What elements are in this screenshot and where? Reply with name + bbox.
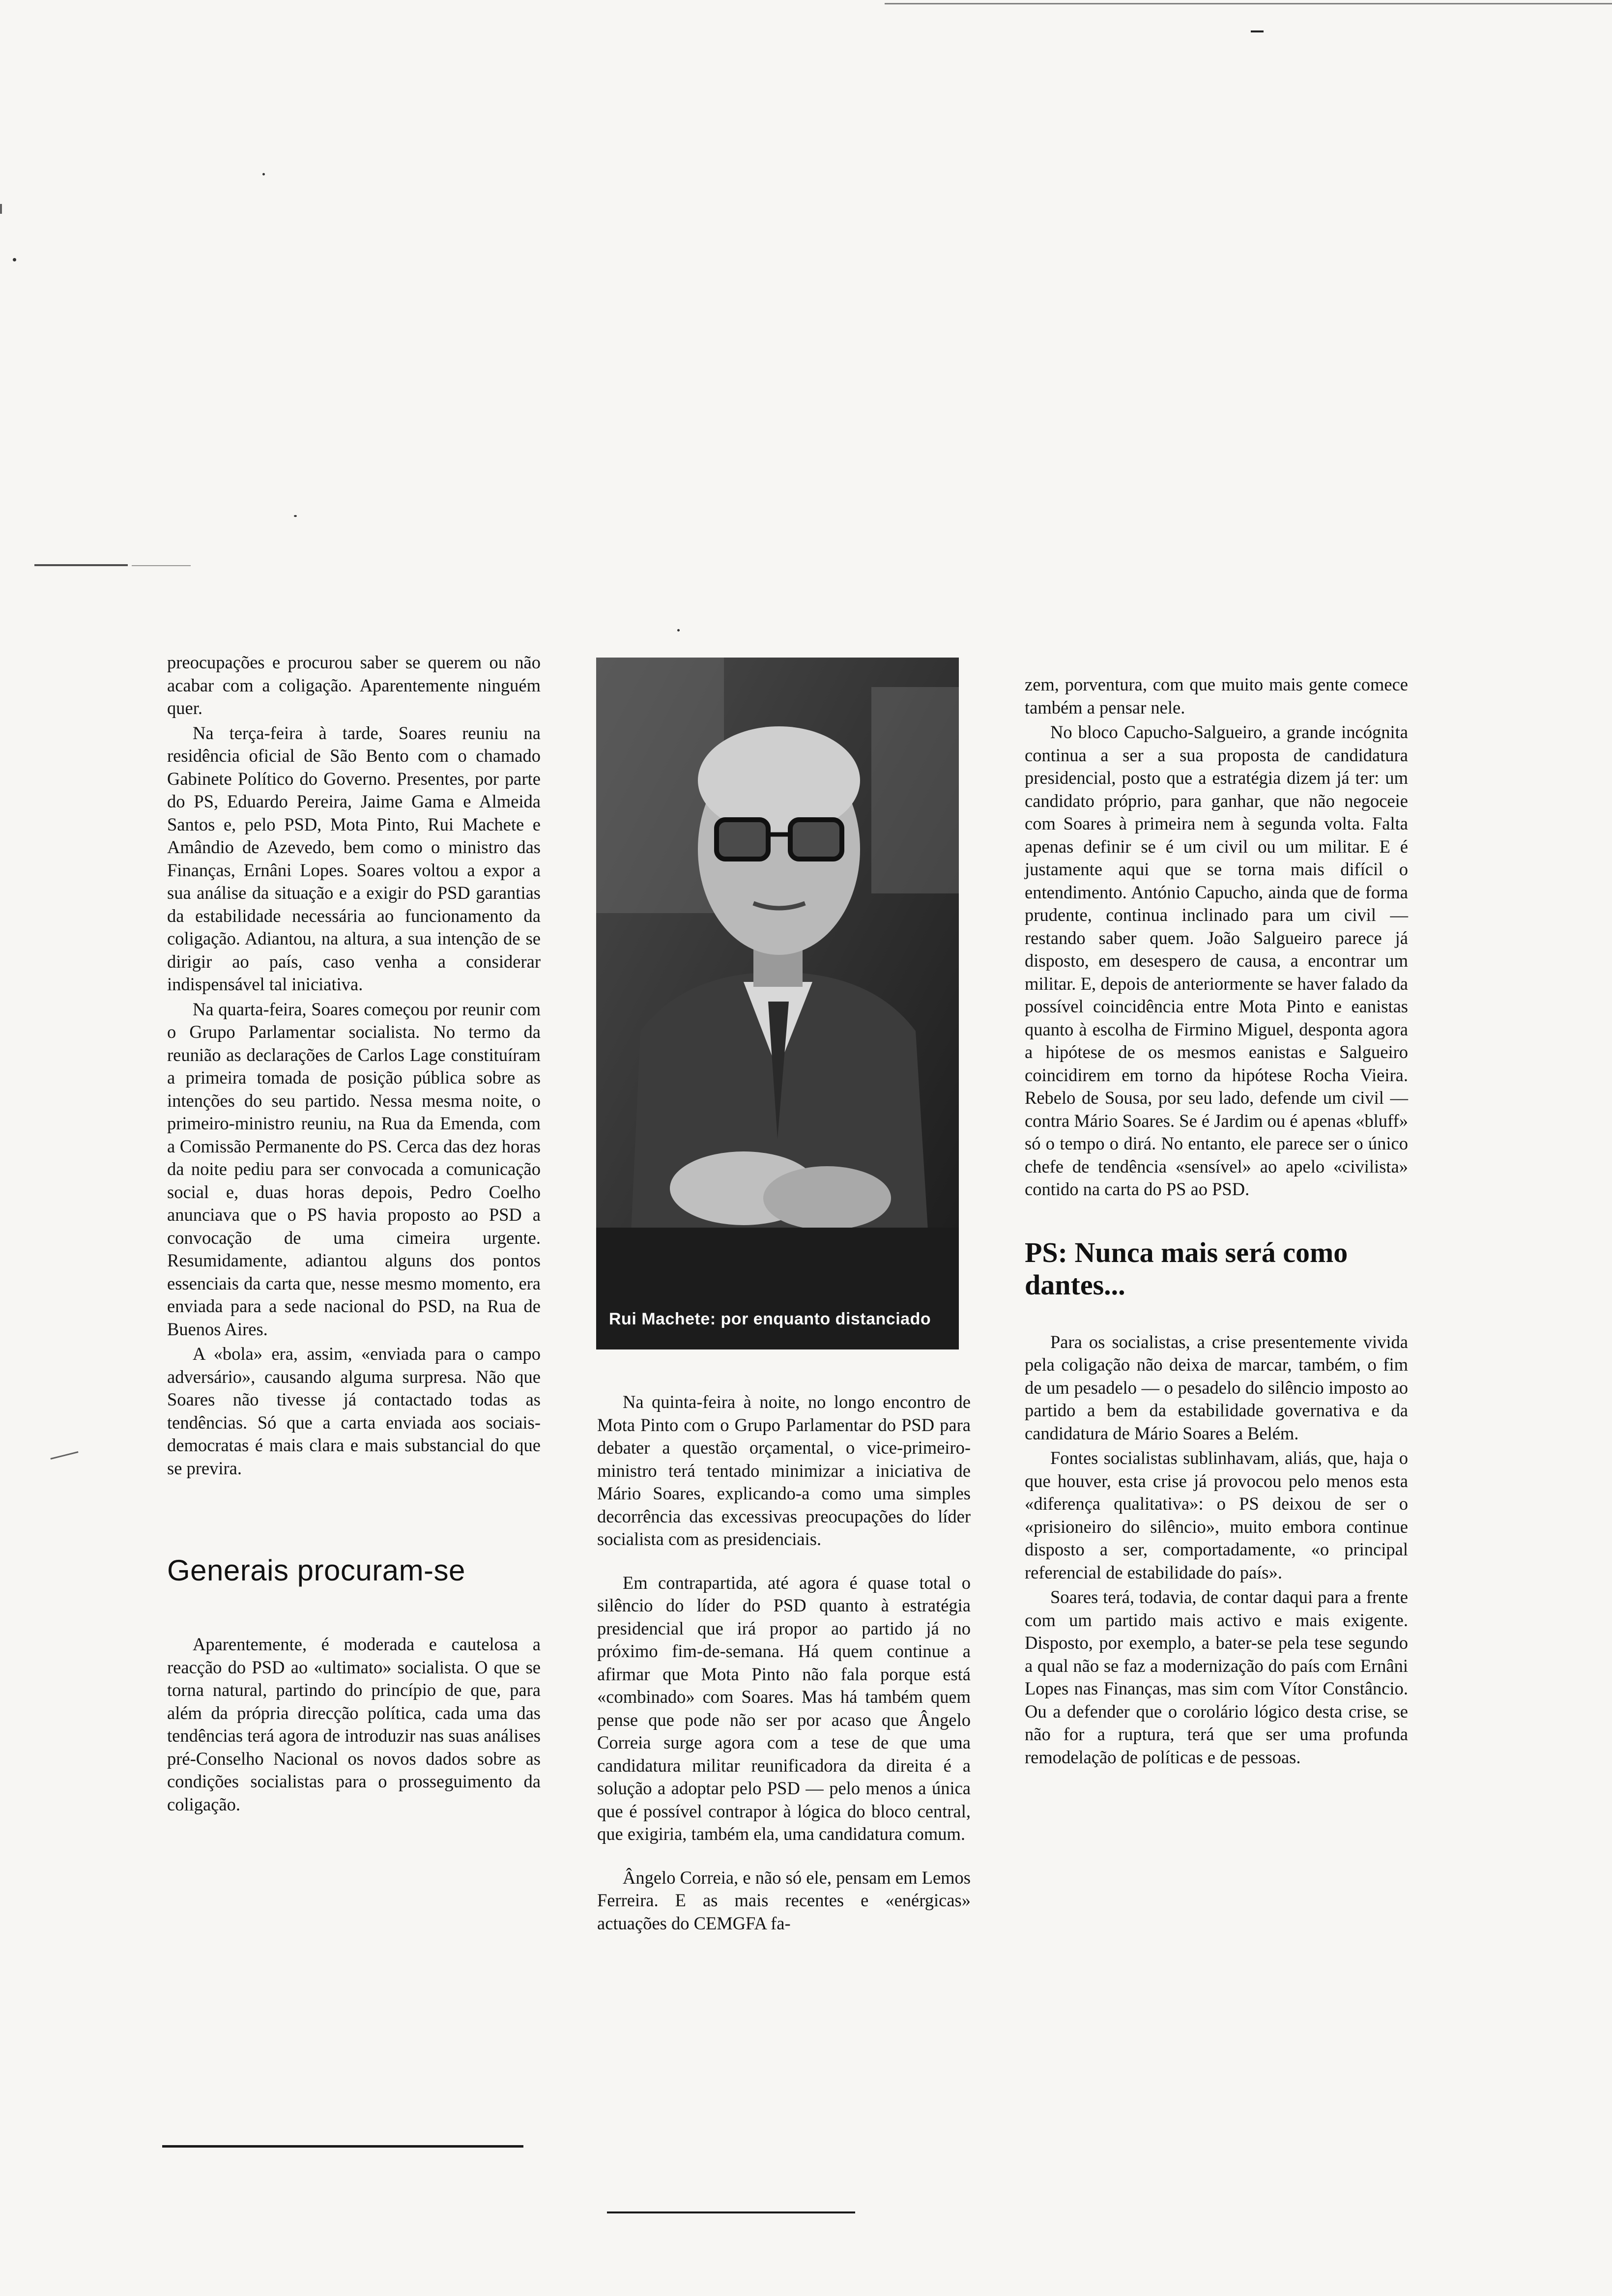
body-paragraph: Na quarta-feira, Soares começou por reunir com o Grupo Parlamentar socialista. No termo da reunião as declarações de Carlos Lage constituíram a primeira tomada de posição pública sobre as intenções do seu partido. Nessa mesma noite, o primeiro-ministro reuniu, na Rua da Emenda, com a Comissão Permanente do PS. Cerca das dez horas da noite pediu para ser convocada a comunicação social e, duas horas depois, Pedro Coelho anunciava que o PS havia proposto ao PSD a convocação de uma cimeira urgente. Resumidamente, adiantou alguns dos pontos essenciais da carta que, nesse mesmo momento, era enviada para a sede nacional do PSD, na Rua de Buenos Aires. [167,999,541,1339]
portrait-illustration [596,658,959,1349]
photo-caption: Rui Machete: por enquanto distanciado [609,1310,931,1328]
right-column [1025,673,1408,1769]
scan-speck [294,515,297,517]
body-paragraph: Para os socialistas, a crise presentemente vivida pela coligação não deixa de marcar, também, o fim de um pesadelo — o pesadelo do silêncio imposto ao partido a bem da estabilidade governativa e da candidatura de Mário Soares a Belém. [1025,1331,1408,1443]
body-paragraph: Soares terá, todavia, de contar daqui para a frente com um partido mais activo e mais exigente. Disposto, por exemplo, a bater-se pela tese segundo a qual não se faz a modernização do país com Ernâni Lopes nas Finanças, mas sim com Vítor Constâncio. Ou a defender que o corolário lógico desta crise, se não for a ruptura, terá que ser uma profunda remodelação de políticas e de pessoas. [1025,1587,1408,1767]
body-paragraph: Aparentemente, é moderada e cautelosa a reacção do PSD ao «ultimato» socialista. O que se torna natural, partindo do princípio de que, para além da própria direcção política, cada uma das tendências terá agora de introduzir nas suas análises pré-Conselho Nacional os novos dados sobre as condições socialistas para o prosseguimento da coligação. [167,1634,541,1814]
body-paragraph: Ângelo Correia, e não só ele, pensam em Lemos Ferreira. E as mais recentes e «enérgicas» actuações do CEMGFA fa- [597,1867,971,1933]
body-paragraph: Fontes socialistas sublinhavam, aliás, que, haja o que houver, esta crise já provocou pelo menos esta «diferença qualitativa»: o PS deixou de ser o «prisioneiro do silêncio», muito embora continue disposto a ser, comportadamente, «o principal referencial de estabilidade do país». [1025,1448,1408,1582]
scan-margin-mark-2 [50,1451,78,1460]
body-paragraph: Em contrapartida, até agora é quase total o silêncio do líder do PSD quanto à estratégia presidencial que irá propor ao partido já no próximo fim-de-semana. Há quem continue a afirmar que Mota Pinto não fala porque está «combinado» com Soares. Mas há também quem pense que pode não ser por acaso que Ângelo Correia surge agora com a tese de que uma candidatura militar reunificadora da direita é a solução a adoptar pelo PSD — pelo menos a única que é possível contrapor à lógica do bloco central, que exigiria, também ela, uma candidatura comum. [597,1572,971,1844]
scan-margin-mark [0,204,2,214]
scan-left-rule [34,564,128,566]
body-paragraph: preocupações e procurou saber se querem ou não acabar com a coligação. Aparentemente ninguém quer. [167,652,541,718]
center-column [597,1391,971,1935]
center-column-end-rule [607,2211,855,2213]
body-paragraph: Na quinta-feira à noite, no longo encontro de Mota Pinto com o Grupo Parlamentar do PSD para debater a questão orçamental, o vice-primeiro-ministro terá tentado minimizar a iniciativa de Mário Soares, explicando-a como uma simples decorrência das excessivas preocupações do líder socialista com as presidenciais. [597,1392,971,1549]
photo-rui-machete [596,658,959,1349]
body-paragraph: No bloco Capucho-Salgueiro, a grande incógnita continua a ser a sua proposta de candidatura presidencial, posto que a estratégia dizem já ter: um candidato próprio, para ganhar, que não negoceie com Soares à primeira nem à segunda volta. Falta apenas definir se é um civil ou um militar. E é justamente aqui que se torna mais difícil o entendimento. António Capucho, ainda que de forma prudente, continua inclinado para um civil — restando saber quem. João Salgueiro parece já disposto, em desespero de causa, a encontrar um militar. E, depois de anteriormente se haver falado da possível coincidência entre Mota Pinto e eanistas quanto à escolha de Firmino Miguel, desponta agora a hipótese de os mesmos eanistas e Salgueiro coincidirem em torno da hipótese Rocha Vieira. Rebelo de Sousa, por seu lado, defende um civil — contra Mário Soares. Se é Jardim ou é apenas «bluff» só o tempo o dirá. No entanto, ele parece ser o único chefe de tendência «sensível» ao apelo «civilista» contido na carta do PS ao PSD. [1025,722,1408,1199]
left-column [167,651,541,1816]
scan-top-dash [1251,30,1264,32]
body-paragraph: A «bola» era, assim, «enviada para o campo adversário», causando alguma surpresa. Não que Soares não tivesse já contactado todas as tendências. Só que a carta enviada aos sociais-democratas é mais clara e mais substancial do que se previra. [167,1344,541,1478]
section-heading-generais: Generais procuram-se [167,1554,465,1587]
section-heading-ps: PS: Nunca mais será como dantes... [1025,1236,1348,1301]
left-column-end-rule [162,2145,523,2148]
body-paragraph: zem, porventura, com que muito mais gente comece também a pensar nele. [1025,674,1408,718]
scan-top-rule [885,3,1612,4]
scan-speck [677,629,680,631]
scan-left-rule-dashes [132,565,191,566]
body-paragraph: Na terça-feira à tarde, Soares reuniu na residência oficial de São Bento com o chamado Gabinete Político do Governo. Presentes, por parte do PS, Eduardo Pereira, Jaime Gama e Almeida Santos e, pelo PSD, Mota Pinto, Rui Machete e Amândio de Azevedo, bem como o ministro das Finanças, Ernâni Lopes. Soares voltou a expor a sua análise da situação e a exigir do PSD garantias da estabilidade necessária ao funcionamento da coligação. Adiantou, na altura, a sua intenção de se dirigir ao país, caso venha a considerar indispensável tal iniciativa. [167,722,541,994]
scan-speck [13,258,16,261]
scan-speck [262,173,265,175]
